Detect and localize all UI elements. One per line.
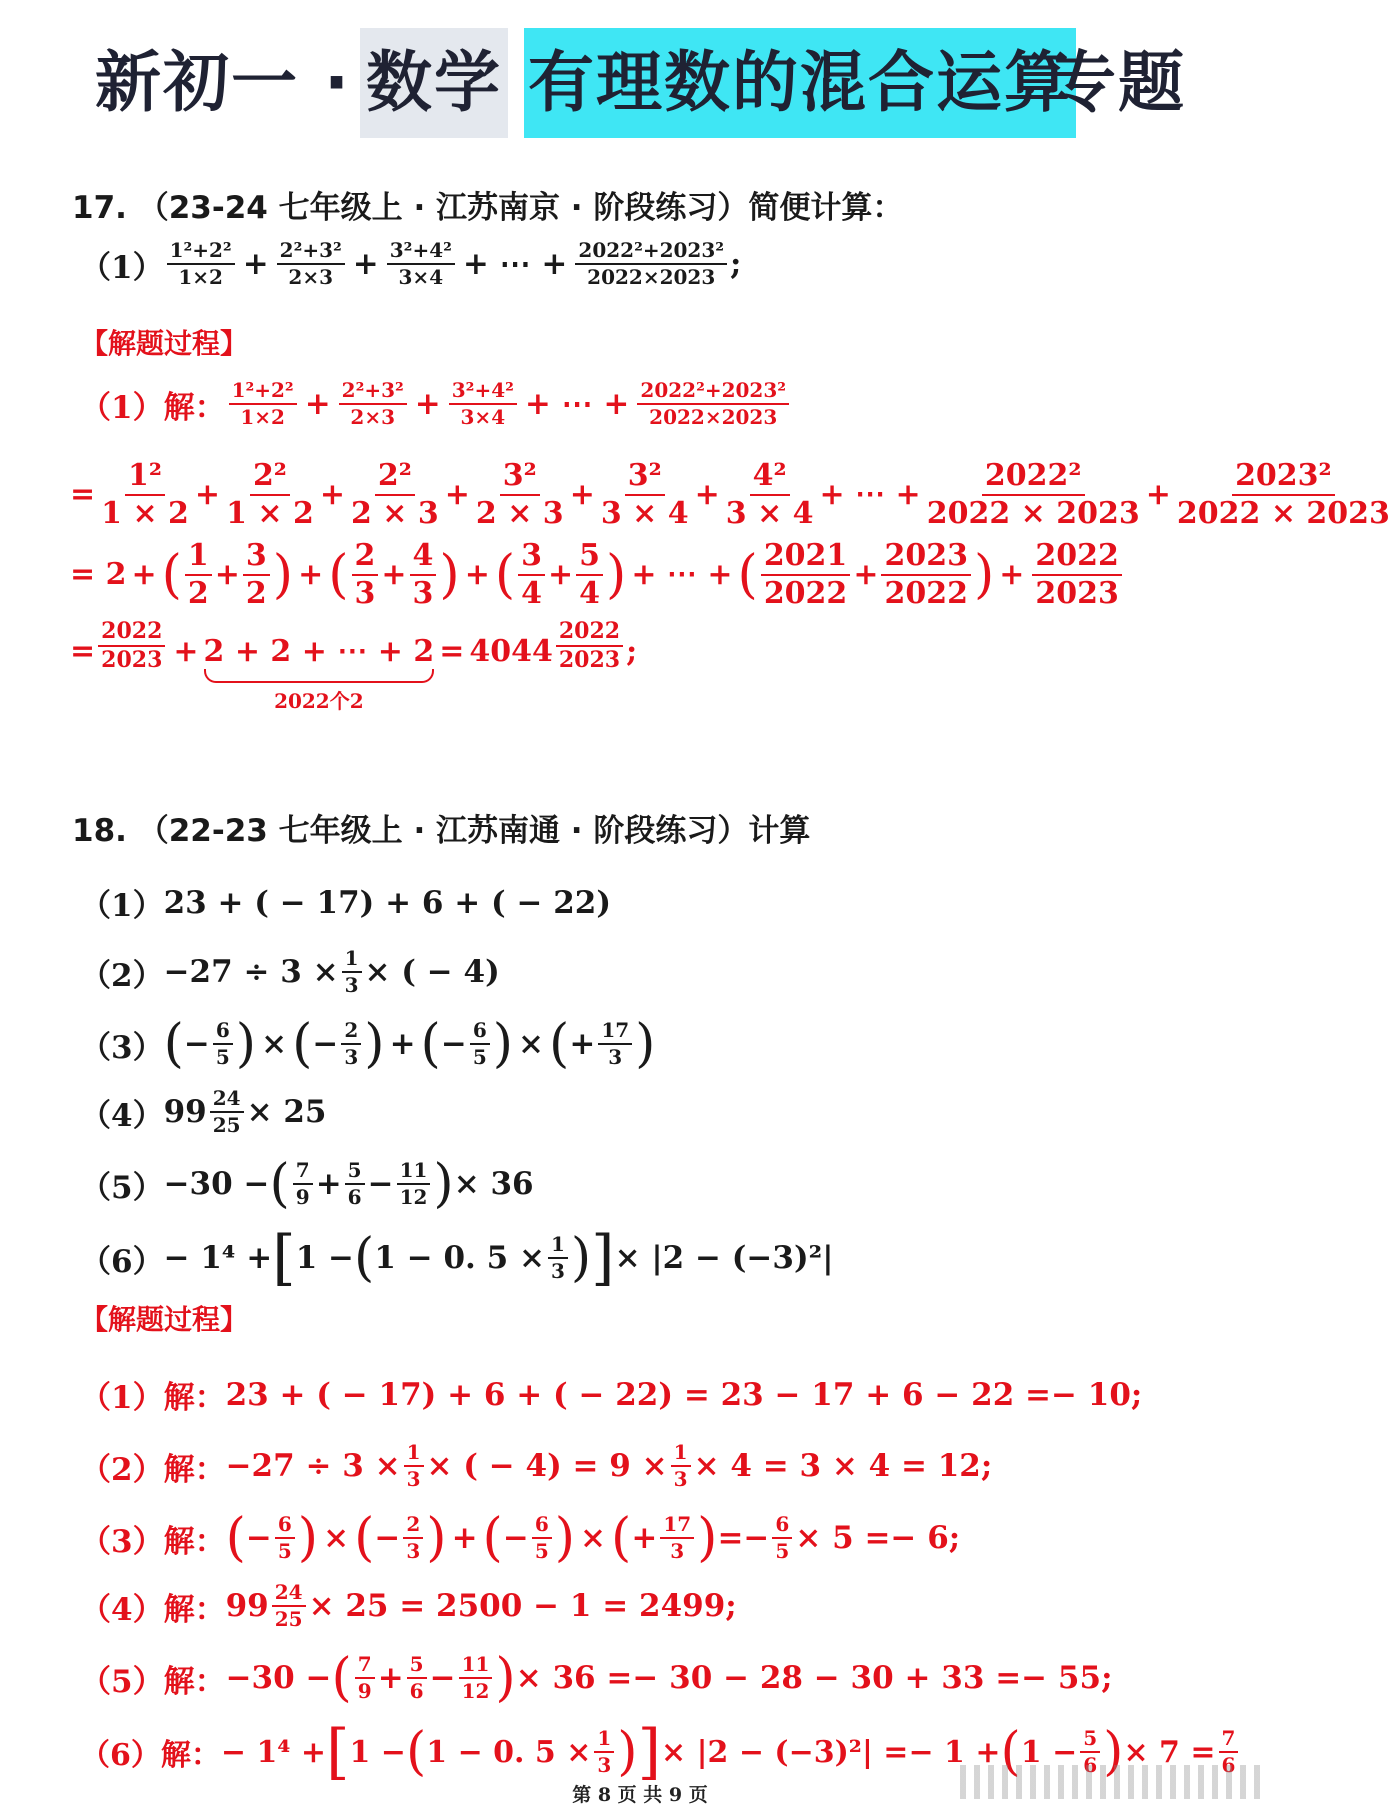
q17-term-last: $\frac{\text{2022²+2023²}}{2022\times 2023}$: [575, 240, 727, 288]
q18-solution-1: （1）解： 23 + ( − 17) + 6 + ( − 22) = 23 − 17 + 6 − 22 =− 10;: [80, 1376, 1143, 1416]
q18-solution-5: （5）解： −30 − ( $\frac{7}{9}$ + $\frac{5}{6}$ − $\frac{11}{12}$ ) × 36 =− 30 − 28 − 30 + 33 =− 55;: [80, 1648, 1113, 1708]
q18-heading: [72, 805, 1222, 850]
q18-part-4: （4） 99 $\frac{24}{25}$ × 25: [80, 1086, 327, 1137]
q18-solution-2: （2）解： −27 ÷ 3 × $\frac{1}{3}$ × ( − 4) = 9 × $\frac{1}{3}$ × 4 = 3 × 4 = 12;: [80, 1440, 993, 1491]
header-grade: 新初一 ·: [95, 44, 352, 121]
q17-term-3: $\frac{\text{3²+4²}}{3\times 4}$: [387, 240, 455, 288]
header-topic: 有理数的混合运算: [524, 28, 1076, 138]
q18-part-3: （3） ( − $\frac{6}{5}$ ) × ( − $\frac{2}{3}$ ) + ( − $\frac{6}{5}$ ) × ( + $\frac{17}{3}$ ): [80, 1014, 656, 1074]
q18-part-5: （5） −30 − ( $\frac{7}{9}$ + $\frac{5}{6}$ − $\frac{11}{12}$ ) × 36: [80, 1154, 534, 1214]
q17-term-2: $\frac{\text{2²+3²}}{2\times 3}$: [277, 240, 345, 288]
q18-heading-text: 18. （22-23 七年级上 · 江苏南通 · 阶段练习）计算: [72, 813, 811, 849]
q18-solution-6: （6）解： − 1⁴ + [ 1 − ( 1 − 0. 5 × $\frac{1}{3}$ ) ] × |2 − (−3)²| =− 1 + ( 1 − $\frac{5}{6}$ ) × 7 = $\frac{7}{6}$: [80, 1722, 1360, 1782]
q17-term-1: $\frac{\text{1²+2²}}{1\times 2}$: [167, 240, 235, 288]
q17-solution-step2: = $\frac{\text{1²}}{1 \times 2}$ + $\frac{\text{2²}}{1 \times 2}$ + $\frac{\text{2²}}{2 \times 3}$ + $\frac{\text{3²}}{2 \times 3}$ + $\frac{\text{3²}}{3 \times 4}$ + $\frac{\text{4²}}{3 \times 4}$ + ⋯ + $\frac{\text{2022²}}{2022 \times 2023}$ + $\frac{\text{2023²}}{2022 \times 2023}$: [70, 458, 1390, 531]
q17-expression: （1） $\frac{\text{1²+2²}}{1\times 2}$ + $\frac{\text{2²+3²}}{2\times 3}$ + $\frac{\text{3²+4²}}{3\times 4}$ + ⋯ + $\frac{\text{2022²+2023²}}{2022\times 2023}$ ;: [80, 238, 742, 289]
q17-heading: [72, 182, 1222, 227]
q17-solution-step3: = 2 + ( $\frac{1}{2}$ + $\frac{3}{2}$ ) + ( $\frac{2}{3}$ + $\frac{4}{3}$ ) + ( $\frac{3}{4}$ + $\frac{5}{4}$ ) + ⋯ + ( $\frac{2021}{2022}$ + $\frac{2023}{2022}$ ) + $\frac{2022}{2023}$: [70, 540, 1270, 609]
q18-part-6: （6） − 1⁴ + [ 1 − ( 1 − 0. 5 × $\frac{1}{3}$ ) ] × |2 − (−3)²|: [80, 1223, 834, 1293]
page-footer: 第 8 页 共 9 页: [572, 1784, 708, 1806]
q17-solution-label: 【解题过程】: [80, 327, 249, 360]
header-suffix: 专题: [1050, 44, 1186, 121]
q17-brace-sum: 2 + 2 + ⋯ + 2 2022个2: [203, 634, 435, 713]
q18-solution-4: （4）解： 99 $\frac{24}{25}$ × 25 = 2500 − 1 = 2499;: [80, 1580, 737, 1631]
q17-brace-label: 2022个2: [274, 689, 364, 713]
q17-heading-text: 17. （23-24 七年级上 · 江苏南京 · 阶段练习）简便计算：: [72, 190, 904, 226]
q17-part-label: （1）: [80, 249, 164, 286]
q18-part-1: （1） 23 + ( − 17) + 6 + ( − 22): [80, 884, 612, 924]
q17-sol-prefix: （1）解：: [80, 389, 226, 426]
q17-solution-step4: = $\frac{2022}{2023}$ + 2 + 2 + ⋯ + 2 2022个2 = 4044 $\frac{2022}{2023}$ ;: [70, 618, 638, 713]
header-subject: 数学: [360, 28, 508, 138]
page-header: [0, 28, 1280, 138]
q17-solution-step1: （1）解： $\frac{\text{1²+2²}}{1\times 2}$ + $\frac{\text{2²+3²}}{2\times 3}$ + $\frac{\text{3²+4²}}{3\times 4}$ + ⋯ + $\frac{\text{2022²+2023²}}{2022\times 2023}$: [80, 380, 1230, 428]
q18-solution-label: 【解题过程】: [80, 1303, 249, 1336]
q18-part-2: （2） −27 ÷ 3 × $\frac{1}{3}$ × ( − 4): [80, 946, 500, 997]
q18-solution-3: （3）解： ( − $\frac{6}{5}$ ) × ( − $\frac{2}{3}$ ) + ( − $\frac{6}{5}$ ) × ( + $\frac{17}{3}$ ) =− $\frac{6}{5}$ × 5 =− 6;: [80, 1508, 961, 1568]
